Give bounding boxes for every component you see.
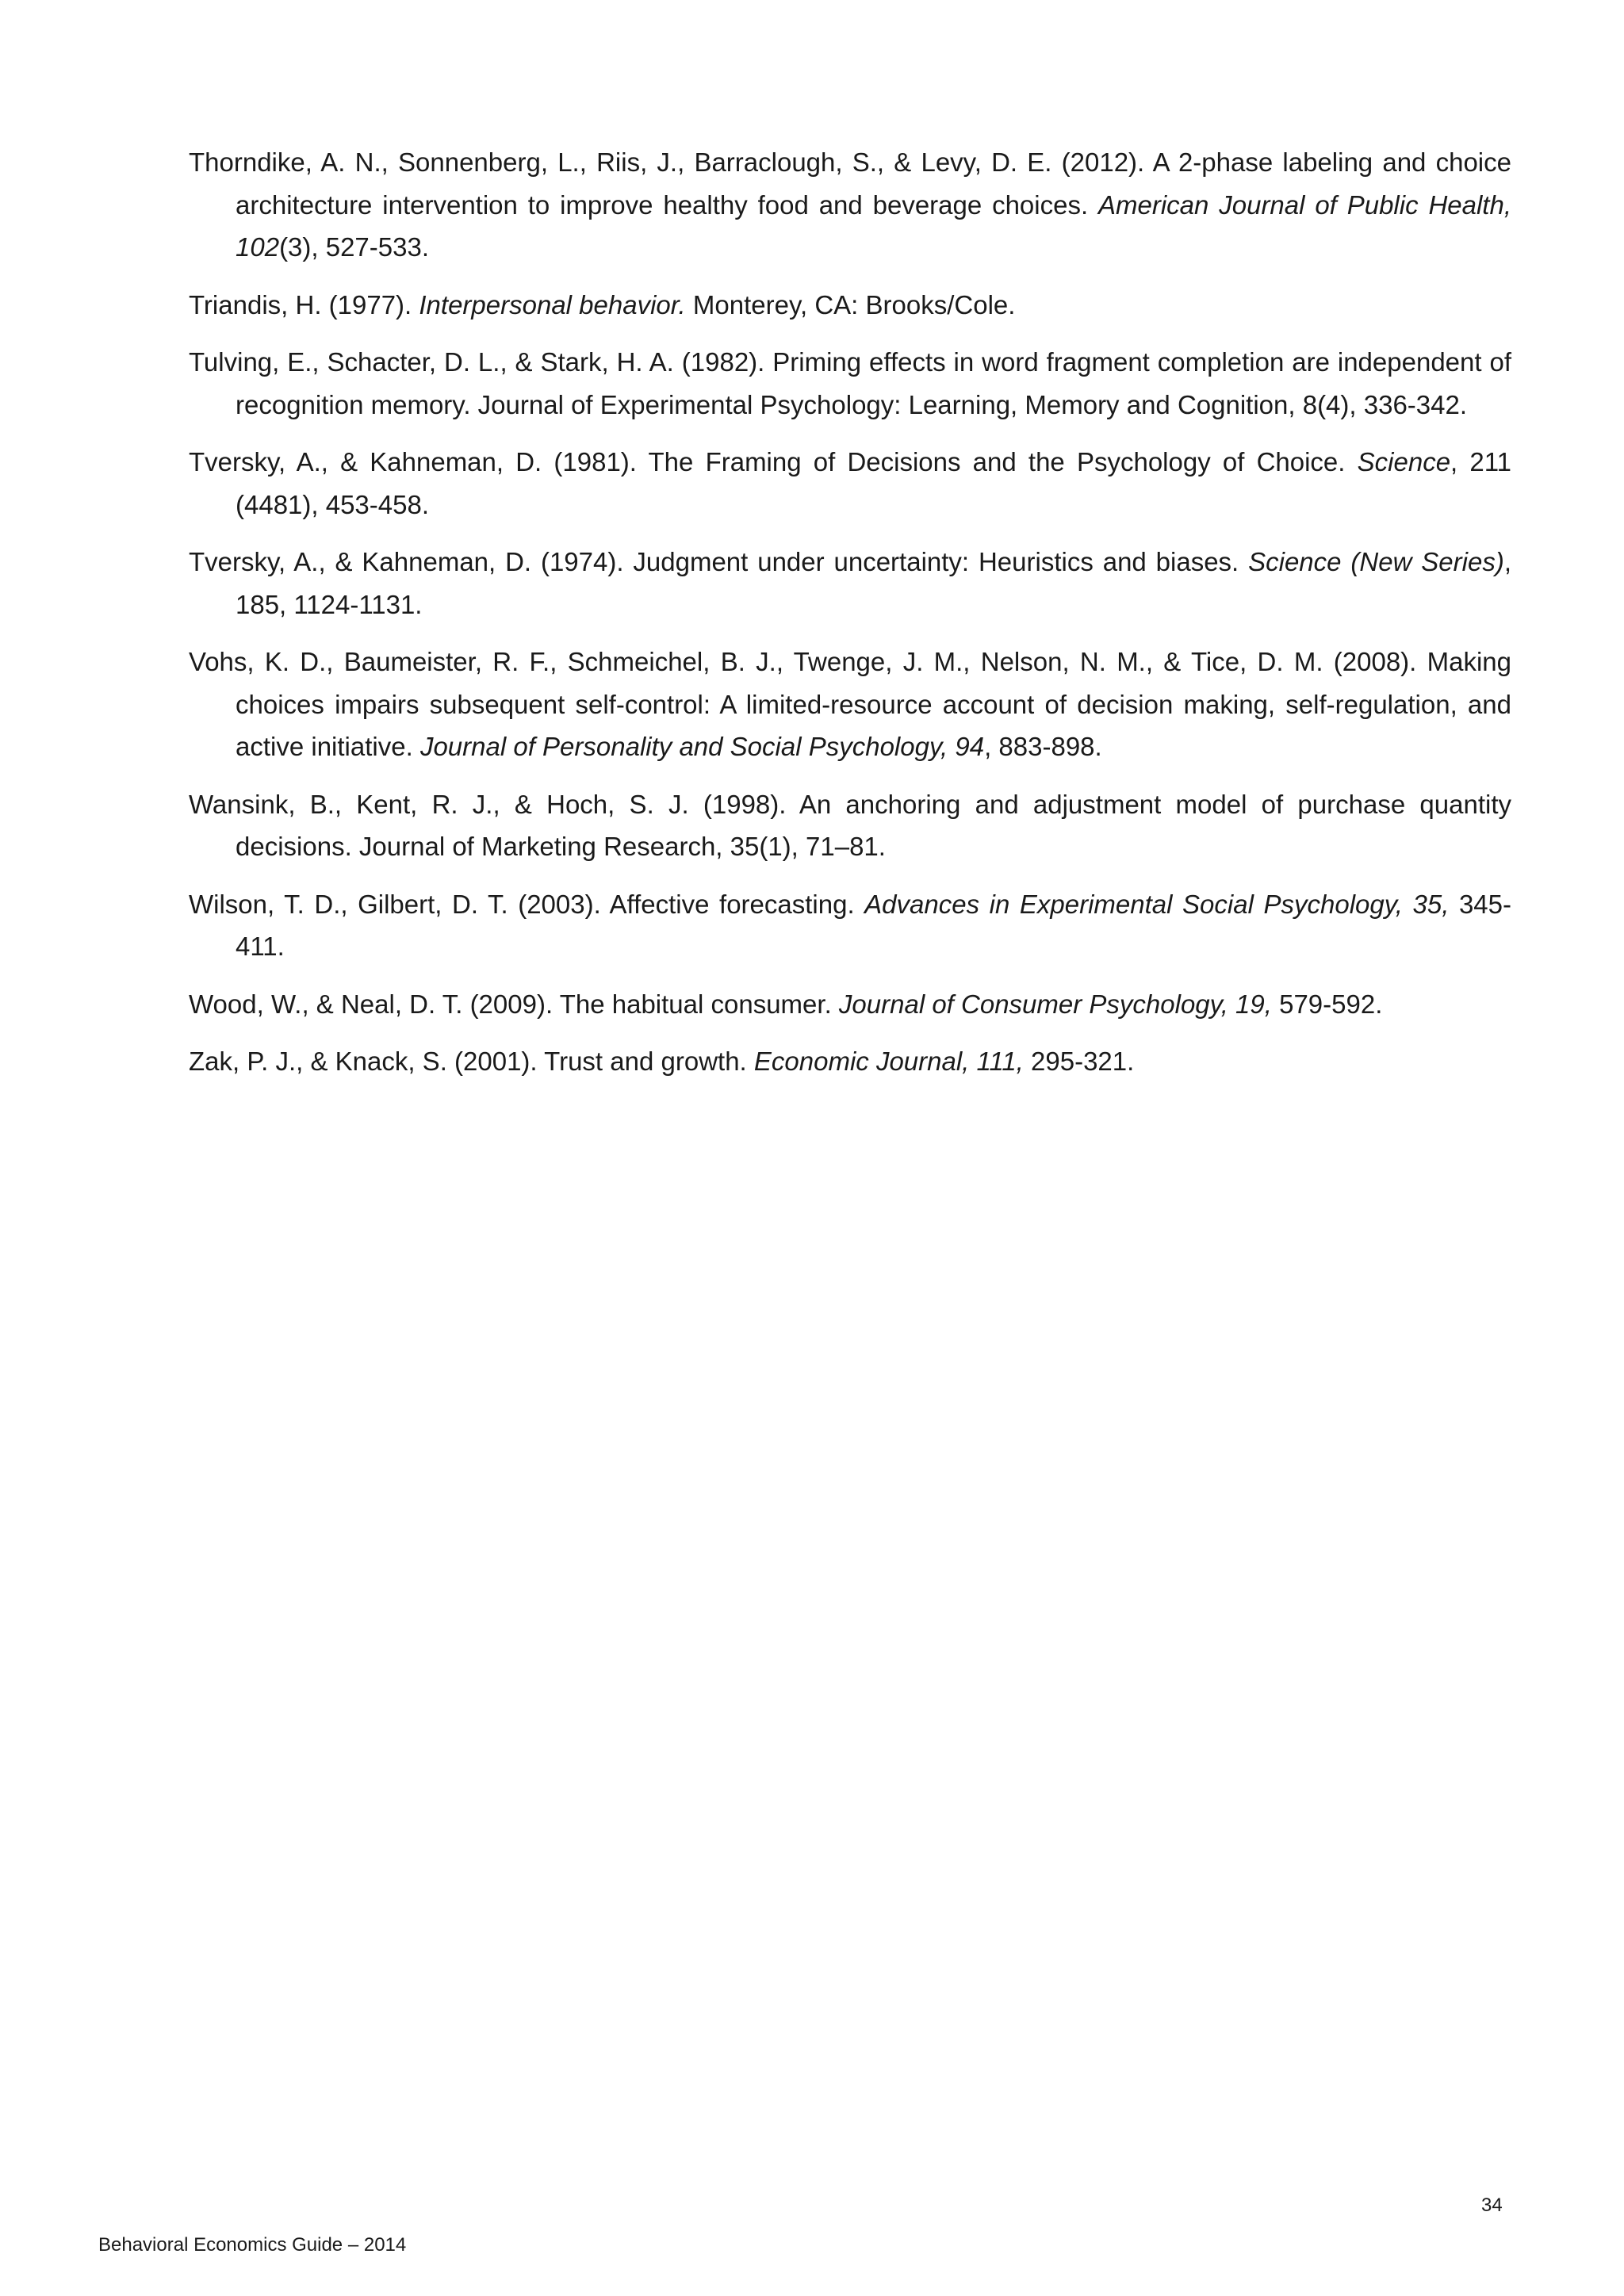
reference-source: Advances in Experimental Social Psychology, 35,	[864, 889, 1450, 919]
reference-source: Science	[1357, 447, 1451, 476]
reference-details: , 185, 1124-1131.	[236, 547, 1511, 619]
reference-entry	[189, 341, 1511, 426]
reference-details: 295-321.	[1023, 1047, 1135, 1076]
reference-text: Tversky, A., & Kahneman, D. (1981). The Framing of Decisions and the Psychology of Choice.	[189, 447, 1358, 476]
reference-entry	[189, 883, 1511, 968]
page-number: 34	[1481, 2195, 1503, 2216]
reference-details: , 211 (4481), 453-458.	[236, 447, 1511, 519]
reference-text: Triandis, H. (1977).	[189, 289, 419, 320]
reference-source: Journal of Personality and Social Psychology, 94	[419, 732, 985, 761]
reference-source: Economic Journal, 111,	[753, 1047, 1024, 1076]
reference-source: American Journal of Public Health, 102	[236, 189, 1512, 262]
footer-text: Behavioral Economics Guide – 2014	[98, 2234, 407, 2256]
reference-list	[189, 141, 1511, 1098]
reference-text: Vohs, K. D., Baumeister, R. F., Schmeichel, B. J., Twenge, J. M., Nelson, N. M., & Tice, D. M. (2008). Making choices impairs subsequent self-control: A limited-resource account of decision making, self-regulation, and active initiative.	[189, 647, 1511, 761]
reference-source: Interpersonal behavior.	[419, 289, 686, 320]
reference-entry	[189, 441, 1511, 526]
reference-entry	[189, 783, 1511, 868]
reference-text: Thorndike, A. N., Sonnenberg, L., Riis, J., Barraclough, S., & Levy, D. E. (2012). A 2-phase labeling and choice architecture intervention to improve healthy food and beverage choices.	[189, 147, 1511, 220]
reference-entry	[189, 641, 1511, 768]
reference-entry	[189, 284, 1511, 327]
reference-text: Wilson, T. D., Gilbert, D. T. (2003). Affective forecasting.	[189, 889, 865, 919]
reference-entry	[189, 141, 1511, 269]
reference-text: Tversky, A., & Kahneman, D. (1974). Judgment under uncertainty: Heuristics and biases.	[189, 547, 1249, 576]
reference-details: Monterey, CA: Brooks/Cole.	[685, 289, 1016, 320]
reference-details: , 883-898.	[984, 732, 1102, 761]
reference-text: Zak, P. J., & Knack, S. (2001). Trust and growth.	[189, 1047, 754, 1076]
reference-entry	[189, 541, 1511, 626]
reference-details: 579-592.	[1271, 989, 1383, 1019]
reference-details: (3), 527-533.	[279, 232, 430, 262]
reference-text: Wood, W., & Neal, D. T. (2009). The habitual consumer.	[189, 989, 839, 1019]
reference-entry	[189, 983, 1511, 1026]
reference-text: Tulving, E., Schacter, D. L., & Stark, H. A. (1982). Priming effects in word fragment completion are independent of recognition memory. Journal of Experimental Psychology: Learning, Memory and Cognition, 8(4), 336-342.	[189, 347, 1511, 419]
reference-details: 345-411.	[236, 889, 1511, 961]
reference-source: Science (New Series)	[1248, 547, 1504, 576]
reference-source: Journal of Consumer Psychology, 19,	[838, 989, 1272, 1019]
reference-text: Wansink, B., Kent, R. J., & Hoch, S. J. (1998). An anchoring and adjustment model of purchase quantity decisions. Journal of Marketing Research, 35(1), 71–81.	[189, 789, 1511, 861]
reference-entry	[189, 1040, 1511, 1083]
